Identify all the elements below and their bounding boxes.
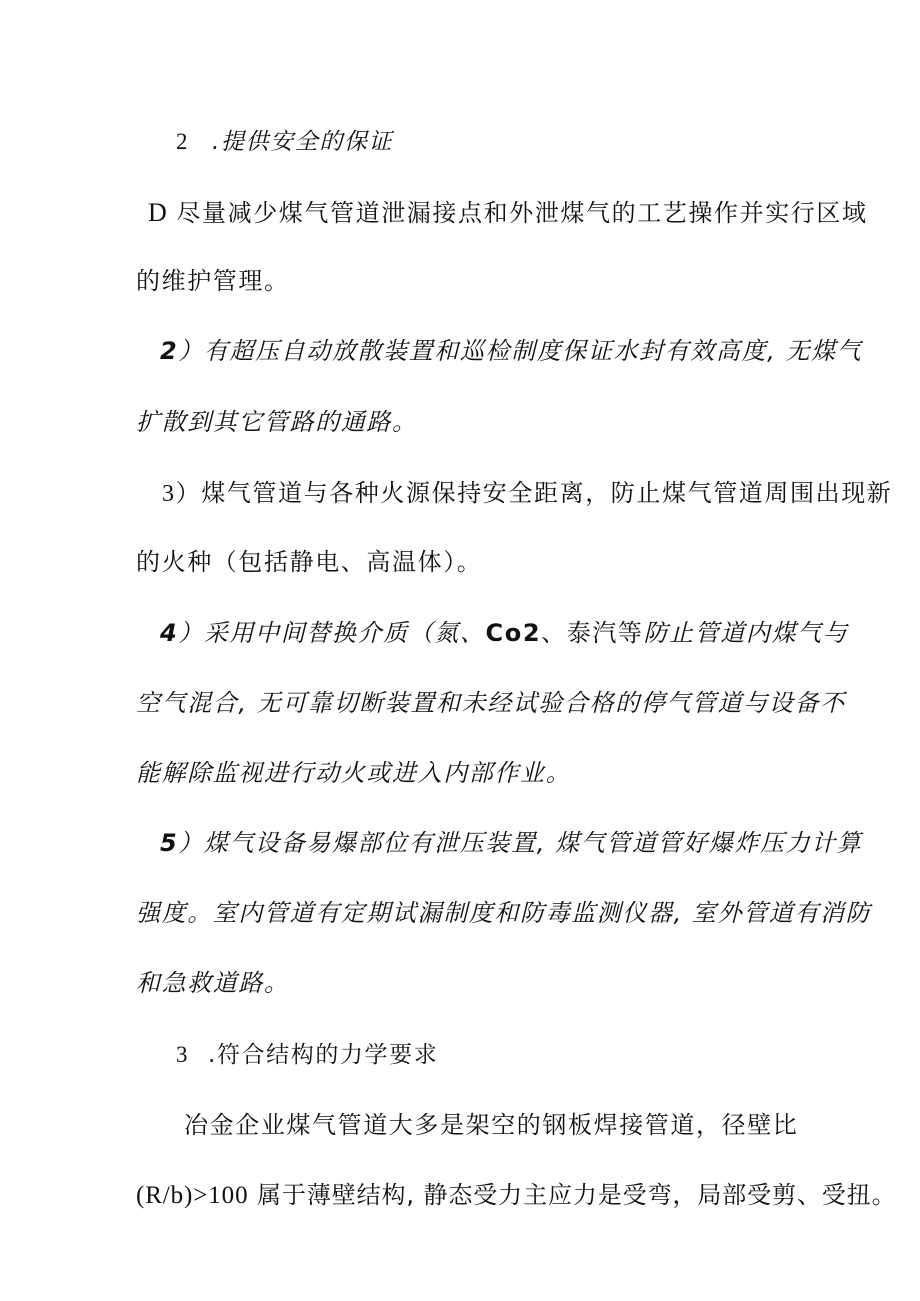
chemical-formula: Co2 bbox=[485, 619, 542, 647]
item-marker: 2 bbox=[160, 337, 179, 365]
list-item-4-line-2: 空气混合, 无可靠切断装置和未经试验合格的停气管道与设备不 bbox=[136, 689, 846, 717]
list-item-3-line-1 bbox=[162, 478, 892, 509]
paragraph-line-2 bbox=[136, 1180, 897, 1211]
list-item-3-line-2: 的火种（包括静电、高温体）。 bbox=[136, 548, 483, 576]
item-text-serif: 、泰汽等 bbox=[541, 621, 644, 647]
section-title: .符合结构的力学要求 bbox=[208, 1042, 439, 1068]
ratio-expression: (R/b)>100 bbox=[136, 1182, 249, 1209]
item-text: ）煤气管道与各种火源保持安全距离，防止煤气管道周围出现新 bbox=[175, 479, 893, 507]
paragraph-text: 属于薄壁结构, 静态受力主应力是受弯，局部受剪、受扭。 bbox=[248, 1181, 897, 1209]
list-item-5-line-3: 和急救道路。 bbox=[136, 969, 290, 997]
section-heading-2 bbox=[176, 127, 393, 157]
item-text: ）有超压自动放散装置和巡检制度保证水封有效高度, 无煤气 bbox=[178, 337, 863, 365]
item-marker: 4 bbox=[160, 619, 179, 647]
item-marker: 3 bbox=[162, 481, 176, 507]
list-item-5-line-2: 强度。室内管道有定期试漏制度和防毒监测仪器, 室外管道有消防 bbox=[136, 899, 872, 927]
list-item-2-line-1 bbox=[160, 336, 862, 366]
list-item-4-line-1 bbox=[160, 618, 848, 649]
item-marker: D bbox=[148, 198, 169, 227]
item-text: 防止管道内煤气与 bbox=[643, 619, 849, 647]
section-heading-3 bbox=[176, 1040, 438, 1070]
list-item-2-line-2: 扩散到其它管路的通路。 bbox=[136, 408, 418, 436]
section-title: .提供安全的保证 bbox=[212, 129, 394, 155]
section-number: 2 bbox=[176, 129, 190, 154]
item-marker: 5 bbox=[160, 829, 179, 857]
list-item-1-line-1 bbox=[148, 198, 868, 228]
item-text: ）煤气设备易爆部位有泄压装置, 煤气管道管好爆炸压力计算 bbox=[178, 829, 863, 857]
list-item-1-line-2: 的维护管理。 bbox=[136, 267, 290, 295]
item-text: ）采用中间替换介质（氮、 bbox=[178, 619, 486, 647]
list-item-5-line-1 bbox=[160, 828, 862, 858]
paragraph-line-1: 冶金企业煤气管道大多是架空的钢板焊接管道，径壁比 bbox=[184, 1111, 799, 1139]
list-item-4-line-3: 能解除监视进行动火或进入内部作业。 bbox=[136, 759, 572, 787]
item-text: 尽量减少煤气管道泄漏接点和外泄煤气的工艺操作并实行区域 bbox=[176, 199, 868, 227]
section-number: 3 bbox=[176, 1042, 190, 1067]
